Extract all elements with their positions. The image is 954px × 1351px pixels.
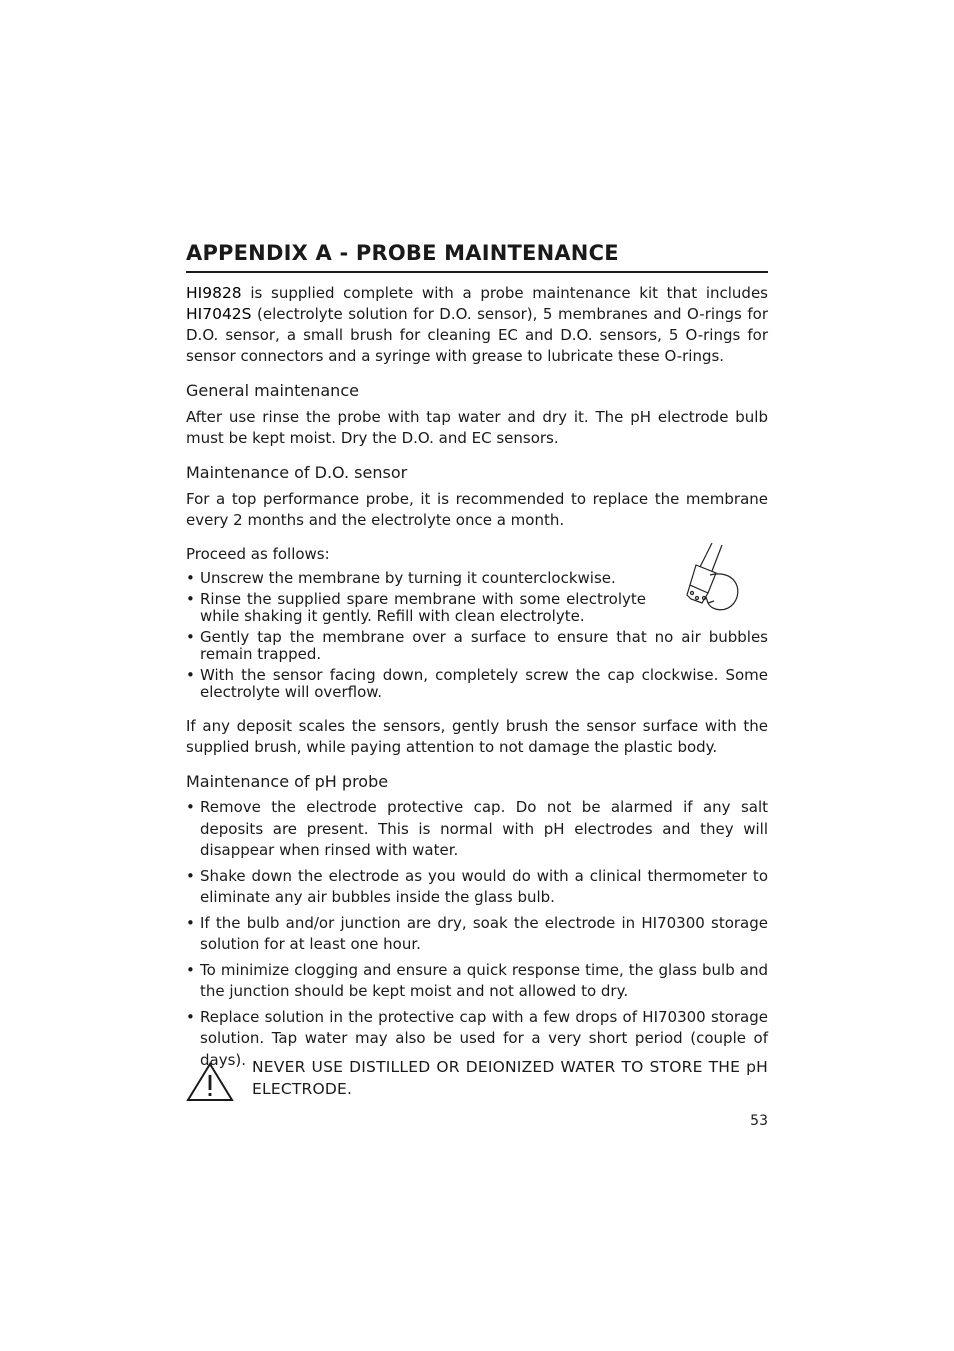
step3-text-a: If the bulb and/or junction are dry, soak the electrode in: [200, 913, 642, 932]
list-item: • Rinse the supplied spare membrane with some electrolyte while shaking it gently. Refill with clean electrolyte.: [186, 591, 646, 625]
page-title: APPENDIX A - PROBE MAINTENANCE: [186, 238, 768, 273]
list-item: • Gently tap the membrane over a surface to ensure that no air bubbles remain trapped.: [186, 629, 768, 663]
list-item: • Remove the electrode protective cap. Do not be alarmed if any salt deposits are present. This is normal with pH electrodes and they will disappear when rinsed with water.: [186, 797, 768, 862]
intro-paragraph: [186, 283, 768, 367]
probe-membrane-icon: [682, 541, 746, 615]
warning-triangle-icon: [186, 1062, 234, 1102]
page-number: 53: [750, 1113, 768, 1129]
step5-text-a: Replace solution in the protective cap with a few drops of: [200, 1007, 643, 1026]
do-sensor-heading: Maintenance of D.O. sensor: [186, 463, 408, 482]
proceed-label: Proceed as follows:: [186, 545, 330, 563]
general-maintenance-heading: General maintenance: [186, 381, 359, 400]
do-steps-list-top: [186, 570, 646, 629]
intro-text-1: is supplied complete with a probe maintenance kit that includes: [241, 284, 768, 302]
list-item: • With the sensor facing down, completely screw the cap clockwise. Some electrolyte will overflow.: [186, 667, 768, 701]
intro-text-2: (electrolyte solution for D.O. sensor), 5 membranes and O-rings for D.O. sensor, a small brush for cleaning EC and D.O. sensors, 5 O-rings for sensor connectors and a syringe with grease to lubricate these O-rings.: [186, 305, 768, 365]
general-maintenance-text: After use rinse the probe with tap water and dry it. The pH electrode bulb must be kept moist. Dry the D.O. and EC sensors.: [186, 408, 768, 447]
step5-text-b: storage solution. Tap water may also be used for a very short period (couple of days).: [200, 1007, 768, 1069]
do-steps-list-bottom: [186, 629, 768, 705]
electrolyte-code: HI7042S: [186, 305, 252, 323]
do-sensor-text: For a top performance probe, it is recommended to replace the membrane every 2 months and the electrolyte once a month.: [186, 490, 768, 529]
storage-code: HI70300: [641, 913, 705, 932]
list-item: [186, 913, 768, 956]
product-code: HI9828: [186, 284, 242, 302]
warning-text: NEVER USE DISTILLED OR DEIONIZED WATER TO STORE THE pH ELECTRODE.: [252, 1058, 768, 1098]
storage-code: HI70300: [642, 1007, 706, 1026]
list-item: • Unscrew the membrane by turning it counterclockwise.: [186, 570, 646, 587]
ph-probe-heading: Maintenance of pH probe: [186, 772, 389, 791]
deposit-paragraph: If any deposit scales the sensors, gently brush the sensor surface with the supplied brush, while paying attention to not damage the plastic body.: [186, 717, 768, 756]
step3-text-b: storage solution for at least one hour.: [200, 913, 768, 953]
ph-steps-list: [186, 797, 768, 1075]
list-item: • To minimize clogging and ensure a quick response time, the glass bulb and the junction should be kept moist and not allowed to dry.: [186, 960, 768, 1003]
list-item: • Shake down the electrode as you would do with a clinical thermometer to eliminate any air bubbles inside the glass bulb.: [186, 866, 768, 909]
